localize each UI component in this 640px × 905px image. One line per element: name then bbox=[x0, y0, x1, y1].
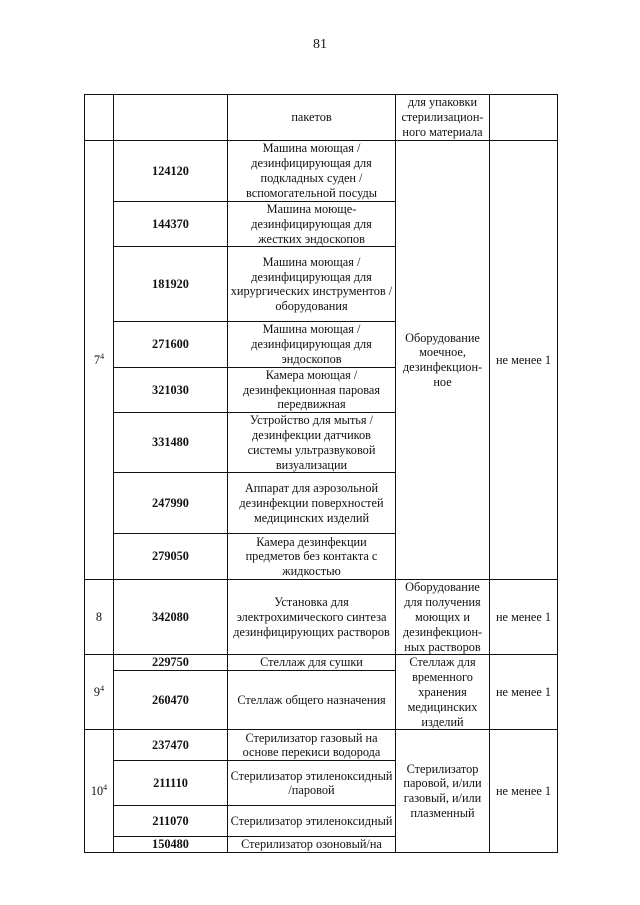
device-name-cell: Машина моющая /дезинфицирующая для хирургических инструментов /оборудования bbox=[228, 247, 396, 322]
row-number-cell: $9^4$ bbox=[85, 655, 114, 730]
row-number-cell: 8 bbox=[85, 580, 114, 655]
device-name-cell: Машина моющая /дезинфицирующая для подкладных суден /вспомогательной посуды bbox=[228, 141, 396, 202]
device-name-cell: пакетов bbox=[228, 95, 396, 141]
code-cell: 144370 bbox=[114, 202, 228, 247]
device-name-cell: Камера дезинфекции предметов без контакта с жидкостью bbox=[228, 534, 396, 580]
code-cell: 229750 bbox=[114, 655, 228, 671]
code-cell: 124120 bbox=[114, 141, 228, 202]
code-cell: 260470 bbox=[114, 671, 228, 730]
equipment-table bbox=[84, 94, 558, 853]
device-name-cell: Аппарат для аэрозольной дезинфекции поверхностей медицинских изделий bbox=[228, 473, 396, 534]
code-cell: 271600 bbox=[114, 322, 228, 367]
device-name-cell: Машина моющая /дезинфицирующая для эндоскопов bbox=[228, 322, 396, 367]
device-name-cell: Камера моющая /дезинфекционная паровая передвижная bbox=[228, 367, 396, 412]
code-cell: 211070 bbox=[114, 806, 228, 837]
row-number-cell bbox=[85, 95, 114, 141]
code-cell: 181920 bbox=[114, 247, 228, 322]
table-row bbox=[85, 730, 558, 761]
device-name-cell: Стерилизатор озоновый/на bbox=[228, 837, 396, 853]
requirement-cell: не менее 1 bbox=[490, 141, 558, 580]
equipment-type-cell: Оборудование для получения моющих и дезинфекцион-ных растворов bbox=[396, 580, 490, 655]
code-cell: 331480 bbox=[114, 413, 228, 473]
page-number: 81 bbox=[313, 37, 327, 52]
table-row bbox=[85, 580, 558, 655]
row-number-cell: $7^4$ bbox=[85, 141, 114, 580]
code-cell: 247990 bbox=[114, 473, 228, 534]
device-name-cell: Стеллаж для сушки bbox=[228, 655, 396, 671]
code-cell: 211110 bbox=[114, 761, 228, 806]
device-name-cell: Стерилизатор газовый на основе перекиси водорода bbox=[228, 730, 396, 761]
device-name-cell: Машина моюще-дезинфицирующая для жестких эндоскопов bbox=[228, 202, 396, 247]
device-name-cell: Стеллаж общего назначения bbox=[228, 671, 396, 730]
table-row bbox=[85, 141, 558, 202]
table-row bbox=[85, 655, 558, 671]
code-cell bbox=[114, 95, 228, 141]
device-name-cell: Стерилизатор этиленоксидный bbox=[228, 806, 396, 837]
equipment-type-cell: Стеллаж для временного хранения медицинских изделий bbox=[396, 655, 490, 730]
device-name-cell: Устройство для мытья /дезинфекции датчиков системы ультразвуковой визуализации bbox=[228, 413, 396, 473]
requirement-cell bbox=[490, 95, 558, 141]
equipment-type-cell: Стерилизатор паровой, и/или газовый, и/или плазменный bbox=[396, 730, 490, 853]
equipment-type-cell: Оборудование моечное, дезинфекцион-ное bbox=[396, 141, 490, 580]
code-cell: 321030 bbox=[114, 367, 228, 412]
requirement-cell: не менее 1 bbox=[490, 580, 558, 655]
equipment-type-cell: для упаковки стерилизацион-ного материала bbox=[396, 95, 490, 141]
device-name-cell: Стерилизатор этиленоксидный /паровой bbox=[228, 761, 396, 806]
code-cell: 342080 bbox=[114, 580, 228, 655]
code-cell: 150480 bbox=[114, 837, 228, 853]
code-cell: 279050 bbox=[114, 534, 228, 580]
code-cell: 237470 bbox=[114, 730, 228, 761]
requirement-cell: не менее 1 bbox=[490, 655, 558, 730]
row-number-cell: $10^4$ bbox=[85, 730, 114, 853]
device-name-cell: Установка для электрохимического синтеза дезинфицирующих растворов bbox=[228, 580, 396, 655]
requirement-cell: не менее 1 bbox=[490, 730, 558, 853]
table-row bbox=[85, 95, 558, 141]
